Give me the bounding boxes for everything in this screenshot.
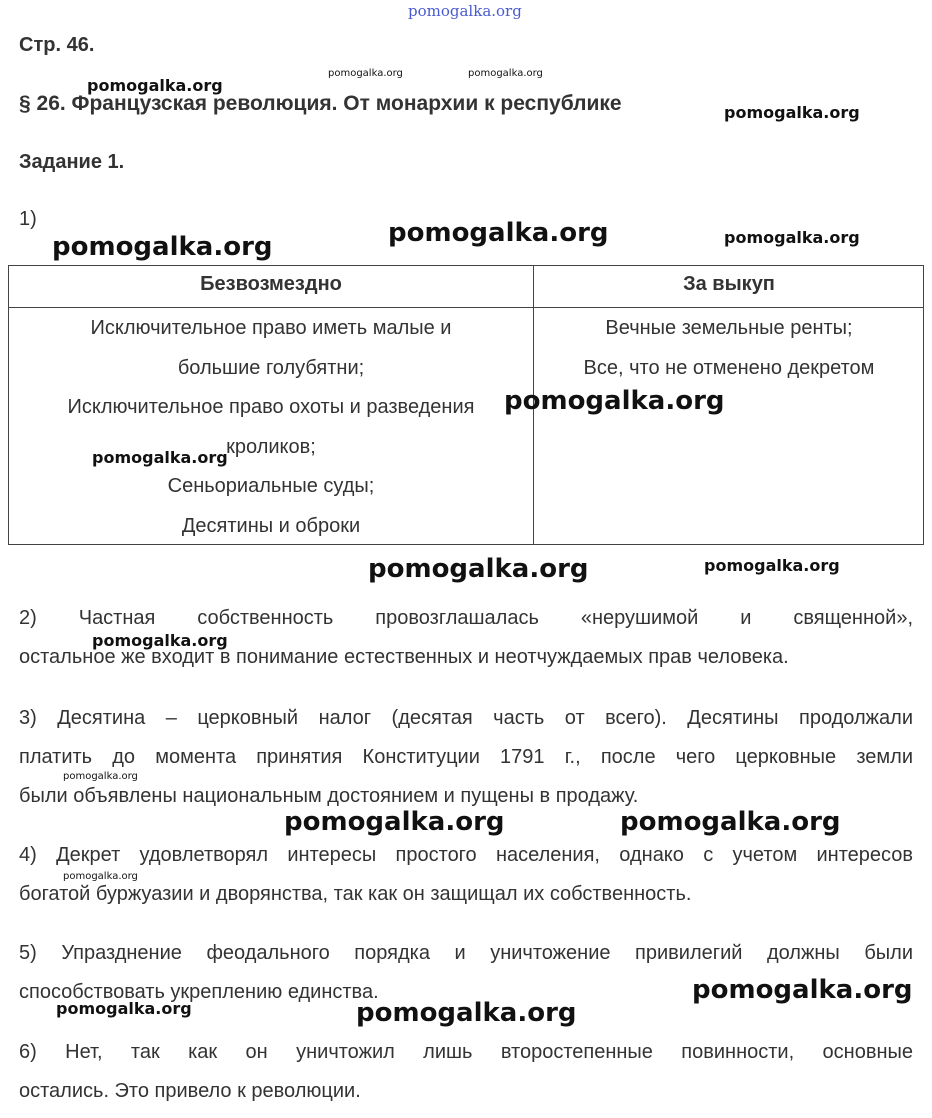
page-reference: Стр. 46. bbox=[19, 34, 95, 56]
watermark: pomogalka.org bbox=[724, 228, 860, 247]
watermark: pomogalka.org bbox=[92, 448, 228, 467]
answer-line: остальное же входит в понимание естественных и неотчуждаемых прав человека. bbox=[19, 646, 789, 668]
watermark: pomogalka.org bbox=[468, 68, 543, 79]
watermark: pomogalka.org bbox=[692, 975, 913, 1005]
table-cell-free bbox=[9, 309, 533, 546]
watermark: pomogalka.org bbox=[388, 218, 609, 248]
watermark: pomogalka.org bbox=[368, 554, 589, 584]
watermark: pomogalka.org bbox=[63, 771, 138, 782]
watermark: pomogalka.org bbox=[87, 76, 223, 95]
watermark: pomogalka.org bbox=[408, 2, 522, 20]
task-title: Задание 1. bbox=[19, 151, 125, 173]
answer-line: платить до момента принятия Конституции 1791 г., после чего церковные земли bbox=[19, 746, 913, 768]
answer-line: 5) Упразднение феодального порядка и уничтожение привилегий должны были bbox=[19, 942, 913, 964]
answer-line: 6) Нет, так как он уничтожил лишь второстепенные повинности, основные bbox=[19, 1041, 913, 1063]
item-1-label: 1) bbox=[19, 208, 37, 230]
answer-line: были объявлены национальным достоянием и пущены в продажу. bbox=[19, 785, 639, 807]
answer-6 bbox=[19, 1033, 913, 1111]
table-line: Все, что не отменено декретом bbox=[583, 356, 875, 379]
table-line: Сеньориальные суды; bbox=[167, 475, 375, 497]
answer-line: 4) Декрет удовлетворял интересы простого населения, однако с учетом интересов bbox=[19, 844, 913, 866]
table-line: кроликов; bbox=[226, 435, 316, 458]
table-header-redemption: За выкуп bbox=[683, 273, 775, 295]
answer-line: богатой буржуазии и дворянства, так как он защищал их собственность. bbox=[19, 883, 692, 905]
watermark: pomogalka.org bbox=[63, 871, 138, 882]
table-header-free: Безвозмездно bbox=[200, 273, 342, 295]
watermark: pomogalka.org bbox=[704, 556, 840, 575]
answer-4 bbox=[19, 836, 913, 914]
table-header-divider bbox=[9, 307, 923, 308]
table-line: Исключительное право иметь малые и bbox=[90, 317, 452, 339]
answer-line: 3) Десятина – церковный налог (десятая часть от всего). Десятины продолжали bbox=[19, 707, 913, 729]
watermark: pomogalka.org bbox=[56, 999, 192, 1018]
section-title: § 26. Французская революция. От монархии к республике bbox=[19, 92, 622, 115]
watermark: pomogalka.org bbox=[504, 386, 725, 416]
table-line: большие голубятни; bbox=[177, 356, 365, 379]
table-line: Десятины и оброки bbox=[181, 514, 361, 537]
table-line: Исключительное право охоты и разведения bbox=[67, 396, 475, 418]
watermark: pomogalka.org bbox=[92, 631, 228, 650]
watermark: pomogalka.org bbox=[620, 807, 841, 837]
watermark: pomogalka.org bbox=[724, 103, 860, 122]
answer-line: остались. Это привело к революции. bbox=[19, 1080, 361, 1102]
table-cell-redemption bbox=[534, 309, 924, 388]
answer-line: 2) Частная собственность провозглашалась «нерушимой и священной», bbox=[19, 607, 913, 629]
answer-3 bbox=[19, 699, 913, 816]
table-line: Вечные земельные ренты; bbox=[605, 317, 853, 339]
watermark: pomogalka.org bbox=[52, 232, 273, 262]
watermark: pomogalka.org bbox=[328, 68, 403, 79]
answer-line: способствовать укреплению единства. bbox=[19, 981, 379, 1003]
watermark: pomogalka.org bbox=[356, 998, 577, 1028]
rights-table bbox=[8, 265, 924, 545]
watermark: pomogalka.org bbox=[284, 807, 505, 837]
